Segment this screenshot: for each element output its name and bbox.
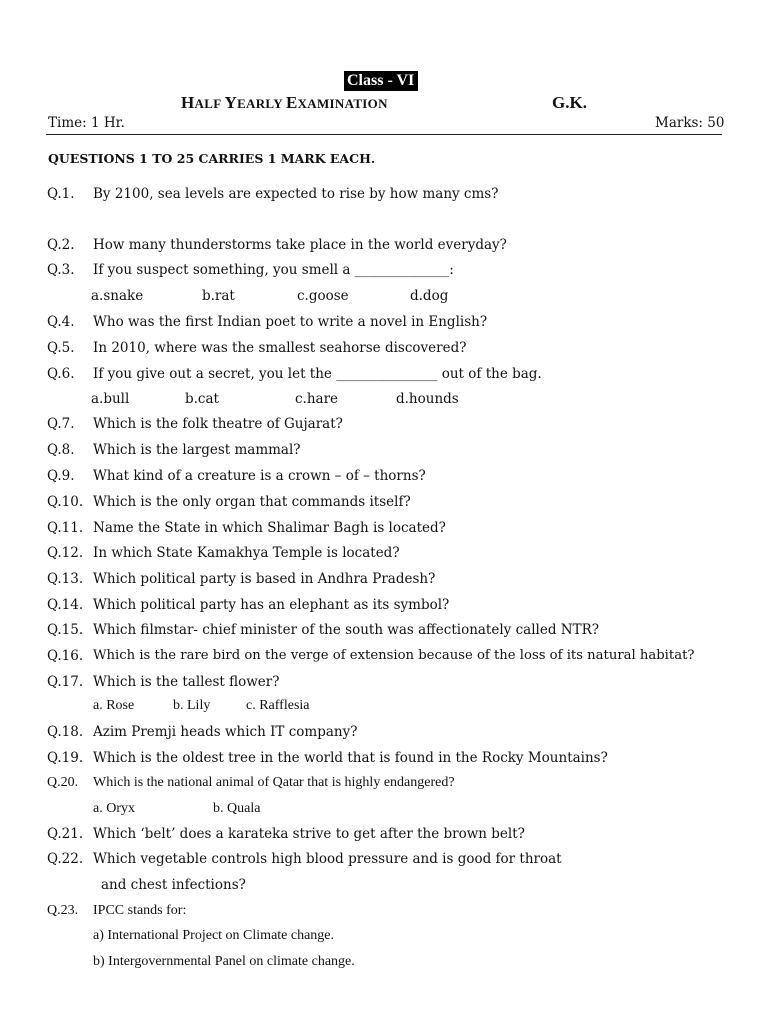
question-number: Q.14.: [47, 597, 84, 613]
question-text: Which political party is based in Andhra Pradesh?: [93, 571, 436, 587]
option: b.cat: [185, 391, 219, 407]
option: a. Rose: [93, 698, 135, 713]
question-number: Q.19.: [47, 750, 84, 766]
question-text: Which filmstar- chief minister of the south was affectionately called NTR?: [93, 622, 599, 638]
option: a.snake: [91, 288, 144, 304]
option: c. Rafflesia: [246, 698, 310, 713]
option: a) International Project on Climate change.: [93, 928, 335, 943]
question-number: Q.20.: [47, 775, 79, 790]
question-text: In 2010, where was the smallest seahorse discovered?: [93, 340, 467, 356]
question-number: Q.6.: [47, 366, 75, 382]
question-text-continued: and chest infections?: [101, 877, 246, 893]
question-text: What kind of a creature is a crown – of – thorns?: [93, 468, 426, 484]
question-number: Q.21.: [47, 826, 84, 842]
subject-label: G.K.: [552, 93, 587, 112]
question-number: Q.10.: [47, 494, 84, 510]
option: b.rat: [202, 288, 235, 304]
question-number: Q.9.: [47, 468, 75, 484]
instructions: QUESTIONS 1 TO 25 CARRIES 1 MARK EACH.: [48, 151, 376, 166]
class-label: Class - VI: [344, 71, 418, 91]
header-divider: [46, 134, 722, 135]
question-text: If you give out a secret, you let the _______________ out of the bag.: [93, 366, 542, 382]
question-text: Which is the tallest flower?: [93, 674, 280, 690]
question-text: Name the State in which Shalimar Bagh is located?: [93, 520, 446, 536]
question-number: Q.22.: [47, 851, 84, 867]
question-text: Which is the folk theatre of Gujarat?: [93, 416, 343, 432]
question-number: Q.11.: [47, 520, 84, 536]
option: c.goose: [297, 288, 349, 304]
question-number: Q.15.: [47, 622, 84, 638]
question-number: Q.8.: [47, 442, 75, 458]
question-number: Q.23.: [47, 903, 79, 918]
question-text: Which political party has an elephant as its symbol?: [93, 597, 450, 613]
question-text: Which is the rare bird on the verge of extension because of the loss of its natural habitat?: [93, 648, 695, 663]
question-number: Q.5.: [47, 340, 75, 356]
option: c.hare: [295, 391, 339, 407]
question-number: Q.1.: [47, 186, 75, 202]
option: d.hounds: [396, 391, 459, 407]
question-text: Who was the first Indian poet to write a novel in English?: [93, 314, 488, 330]
question-number: Q.2.: [47, 237, 75, 253]
question-text: Which ‘belt’ does a karateka strive to get after the brown belt?: [93, 826, 525, 842]
question-text: If you suspect something, you smell a ______________:: [93, 262, 454, 278]
question-number: Q.17.: [47, 674, 84, 690]
exam-title: HALF YEARLY EXAMINATION: [181, 93, 388, 112]
question-text: Which is the oldest tree in the world that is found in the Rocky Mountains?: [93, 750, 608, 766]
time-label: Time: 1 Hr.: [48, 115, 125, 131]
question-number: Q.3.: [47, 262, 75, 278]
option: b. Quala: [213, 801, 261, 816]
question-number: Q.12.: [47, 545, 84, 561]
question-text: How many thunderstorms take place in the world everyday?: [93, 237, 507, 253]
option: b. Lily: [173, 698, 211, 713]
option: a.bull: [91, 391, 130, 407]
question-text: Azim Premji heads which IT company?: [93, 724, 358, 740]
question-text: Which is the largest mammal?: [93, 442, 301, 458]
question-text: By 2100, sea levels are expected to rise by how many cms?: [93, 186, 499, 202]
question-text: Which is the only organ that commands itself?: [93, 494, 411, 510]
marks-label: Marks: 50: [655, 115, 725, 131]
question-text: IPCC stands for:: [93, 903, 187, 918]
question-text: Which vegetable controls high blood pressure and is good for throat: [93, 851, 562, 867]
question-text: Which is the national animal of Qatar that is highly endangered?: [93, 775, 455, 790]
question-number: Q.13.: [47, 571, 84, 587]
question-number: Q.18.: [47, 724, 84, 740]
question-number: Q.16.: [47, 648, 84, 664]
option: a. Oryx: [93, 801, 135, 816]
option: d.dog: [410, 288, 449, 304]
option: b) Intergovernmental Panel on climate change.: [93, 954, 355, 969]
question-number: Q.7.: [47, 416, 75, 432]
question-text: In which State Kamakhya Temple is located?: [93, 545, 400, 561]
question-number: Q.4.: [47, 314, 75, 330]
